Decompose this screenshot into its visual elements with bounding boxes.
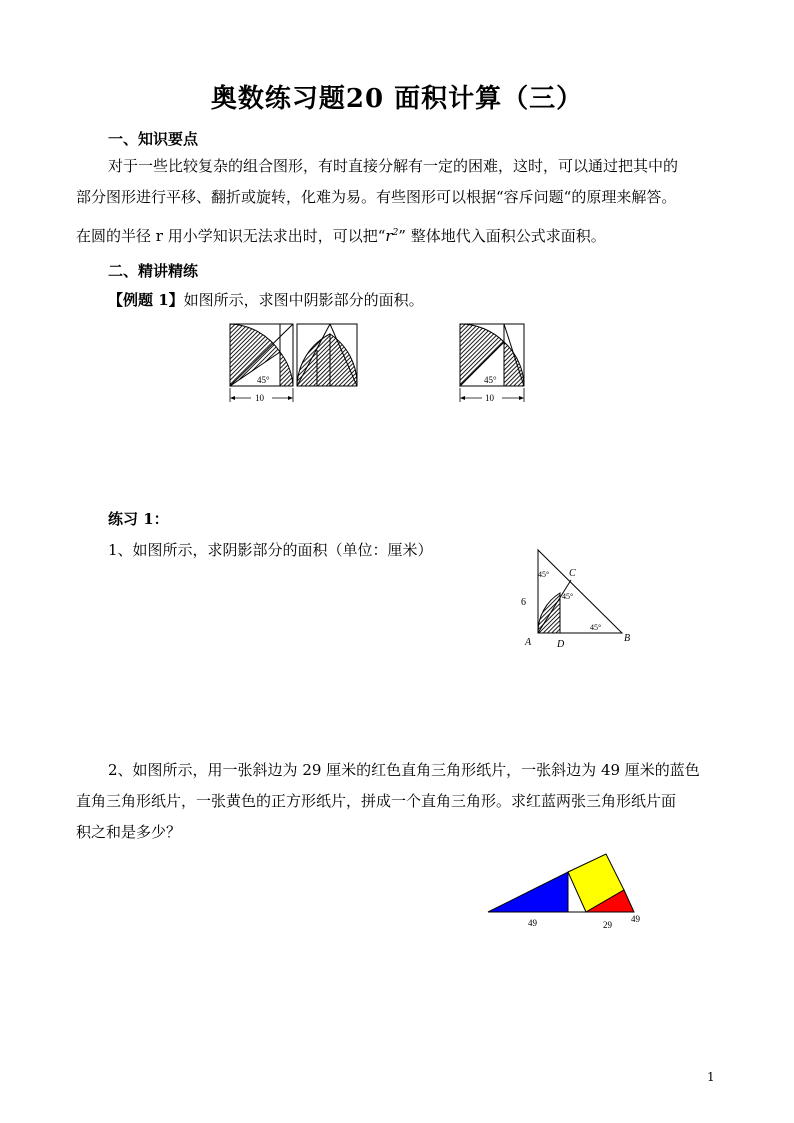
point-b: B (624, 633, 631, 644)
point-c: C (569, 568, 576, 579)
example-label: 【例题 1】 (108, 291, 184, 309)
knowledge-line-3-b: ” 整体地代入面积公式求面积。 (398, 227, 606, 245)
practice-heading: 练习 1： (108, 510, 169, 528)
angle-right-label: 45° (590, 623, 602, 632)
red-hypotenuse-label: 29 (603, 920, 612, 930)
length-label-right: 10 (485, 393, 494, 403)
r-symbol: r (385, 227, 393, 245)
page-number: 1 (707, 1070, 715, 1084)
practice-question-1: 1、如图所示，求阴影部分的面积（单位：厘米） (108, 541, 433, 559)
knowledge-line-1: 对于一些比较复杂的组合图形，有时直接分解有一定的困难，这时，可以通过把其中的 (108, 157, 679, 175)
shaded-segment (504, 342, 524, 386)
angle-top-label: 45° (538, 570, 550, 579)
r-exponent: 2 (392, 228, 399, 238)
example-text: 如图所示，求图中阴影部分的面积。 (183, 291, 424, 309)
knowledge-line-2: 部分图形进行平移、翻折或旋转，化难为易。有些图形可以根据“容斥问题“的原理来解答。 (76, 188, 677, 206)
side-length-label: 6 (521, 597, 526, 608)
point-d: D (557, 639, 565, 650)
example-figure-left (226, 320, 362, 410)
shaded-segment-left (280, 352, 293, 386)
section-heading-knowledge: 一、知识要点 (108, 130, 199, 148)
page-title: 奥数练习题20 面积计算（三） (210, 84, 584, 114)
example-figure-right (456, 320, 528, 410)
shaded-sector-right (297, 334, 330, 386)
section-heading-practice-lecture: 二、精讲精练 (108, 262, 199, 280)
practice-figure-1 (516, 545, 646, 650)
knowledge-line-3 (76, 223, 606, 246)
practice-question-2-line-1: 2、如图所示，用一张斜边为 29 厘米的红色直角三角形纸片，一张斜边为 49 厘米的蓝色 (108, 761, 700, 779)
blue-triangle (488, 872, 568, 912)
practice-figure-2 (486, 850, 656, 935)
point-a: A (525, 637, 532, 648)
angle-mid-label: 45° (562, 592, 574, 601)
blue-hypotenuse-label: 49 (528, 918, 537, 928)
practice-question-2-line-2: 直角三角形纸片，一张黄色的正方形纸片，拼成一个直角三角形。求红蓝两张三角形纸片面 (76, 792, 677, 810)
angle-label-right: 45° (484, 375, 497, 385)
angle-label-left: 45° (257, 375, 270, 385)
right-label: 49 (631, 914, 640, 924)
practice-question-2-line-3: 积之和是多少？ (76, 823, 182, 841)
length-label-left: 10 (255, 393, 264, 403)
example-1 (108, 290, 424, 310)
knowledge-line-3-a: 在圆的半径 r 用小学知识无法求出时，可以把“ (76, 227, 386, 245)
